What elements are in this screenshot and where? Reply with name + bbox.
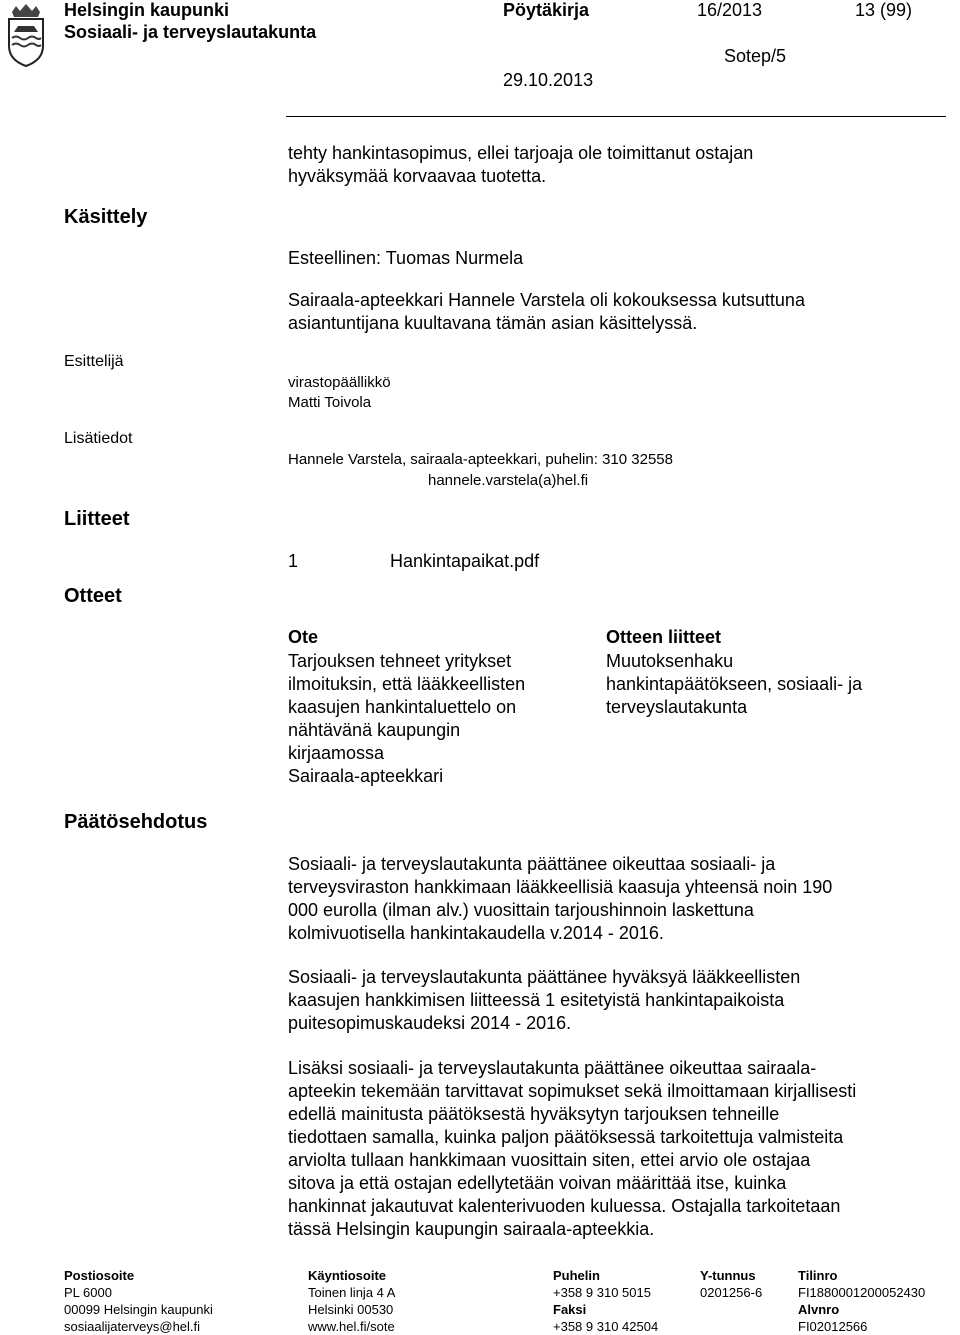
decision-paragraph-2: Sosiaali- ja terveyslautakunta päättänee hyväksyä lääkkeellisten kaasujen hankkimisen liitteessä 1 esitetyistä hankintapaikoista puitesopimuskaudeksi 2014 - 2016. <box>288 967 801 1033</box>
footer-ytunnus-value: 0201256-6 <box>700 1285 763 1300</box>
footer-postiosoite-label: Postiosoite <box>64 1268 135 1283</box>
footer-tilinro-label: Tilinro <box>798 1268 838 1283</box>
footer-puhelin-label: Puhelin <box>553 1268 600 1283</box>
otteen-liitteet-header: Otteen liitteet <box>606 627 722 647</box>
kasittely-heading: Käsittely <box>64 206 148 228</box>
footer-email[interactable]: sosiaalijaterveys@hel.fi <box>64 1319 201 1334</box>
liite-filename[interactable]: Hankintapaikat.pdf <box>390 551 540 571</box>
esittelija-label: Esittelijä <box>64 353 124 370</box>
meeting-date: 29.10.2013 <box>503 70 594 90</box>
section-code: Sotep/5 <box>724 46 787 66</box>
page-number: 13 (99) <box>855 0 913 20</box>
esittelija-name: Matti Toivola <box>288 394 372 411</box>
footer-postiosoite-line2: 00099 Helsingin kaupunki <box>64 1302 213 1317</box>
liite-number: 1 <box>288 551 299 571</box>
footer-alvnro-value: FI02012566 <box>798 1319 868 1334</box>
lisatiedot-email: hannele.varstela(a)hel.fi <box>428 472 589 489</box>
lisatiedot-label: Lisätiedot <box>64 430 133 447</box>
footer-kayntiosoite-label: Käyntiosoite <box>308 1268 387 1283</box>
footer-faksi-label: Faksi <box>553 1302 587 1317</box>
doc-number: 16/2013 <box>697 0 763 20</box>
org-name: Helsingin kaupunki <box>64 0 230 20</box>
asiantuntija-text: Sairaala-apteekkari Hannele Varstela oli kokouksessa kutsuttuna asiantuntijana kuultavana tämän asian käsittelyssä. <box>288 290 805 333</box>
continuation-text: tehty hankintasopimus, ellei tarjoaja ole toimittanut ostajan hyväksymää korvaavaa tuotetta. <box>288 143 754 186</box>
lisatiedot-contact: Hannele Varstela, sairaala-apteekkari, puhelin: 310 32558 <box>288 451 673 468</box>
decision-paragraph-1: Sosiaali- ja terveyslautakunta päättänee oikeuttaa sosiaali- ja terveysviraston hankkimaan lääkkeellisiä kaasuja yhteensä noin 190 000 eurolla (ilman alv.) vuosittain tarjoushinnoin laskettuna kolmivuotisella hankintakaudella v.2014 - 2016. <box>288 854 833 943</box>
footer-kayntiosoite-line2: Helsinki 00530 <box>308 1302 394 1317</box>
ote-header: Ote <box>288 627 319 647</box>
paatosehdotus-heading: Päätösehdotus <box>64 811 208 833</box>
footer-tilinro-value: FI1880001200052430 <box>798 1285 926 1300</box>
doc-type: Pöytäkirja <box>503 0 590 20</box>
header-rule <box>286 116 946 117</box>
footer-website[interactable]: www.hel.fi/sote <box>308 1319 395 1334</box>
footer-ytunnus-label: Y-tunnus <box>700 1268 756 1283</box>
footer-faksi-value: +358 9 310 42504 <box>553 1319 659 1334</box>
footer-alvnro-label: Alvnro <box>798 1302 840 1317</box>
decision-paragraph-3: Lisäksi sosiaali- ja terveyslautakunta päättänee oikeuttaa sairaala- apteekin tekemään tarvittavat sopimukset sekä ilmoittamaan kirjallisesti edellä mainitusta päätöksestä hyväksytyn tarjouksen tehneille tiedottaen samalla, kuinka paljon päätöksessä tarkoitettuja valmisteita arviolta tullaan hankkimaan vuosittain siten, ettei arvio ole ostajaa sitova ja että ostajan edellytetään voivan määrittää itse, kuinka hankinnat jakautuvat kalenterivuoden kuluessa. Ostajalla tarkoitetaan tässä Helsingin kaupungin sairaala-apteekkia. <box>288 1058 857 1239</box>
helsinki-coat-of-arms-icon <box>4 2 48 68</box>
esittelija-title: virastopäällikkö <box>288 374 391 391</box>
footer-puhelin-value: +358 9 310 5015 <box>553 1285 651 1300</box>
liitteet-heading: Liitteet <box>64 508 130 530</box>
committee-name: Sosiaali- ja terveyslautakunta <box>64 22 317 42</box>
otteet-heading: Otteet <box>64 585 122 607</box>
footer-postiosoite-line1: PL 6000 <box>64 1285 112 1300</box>
otteen-liitteet-list: Muutoksenhaku hankintapäätökseen, sosiaali- ja terveyslautakunta <box>606 651 863 717</box>
ote-recipients: Tarjouksen tehneet yritykset ilmoituksin, että lääkkeellisten kaasujen hankintaluettelo on nähtävänä kaupungin kirjaamossa Sairaala-apteekkari <box>288 651 526 786</box>
footer-kayntiosoite-line1: Toinen linja 4 A <box>308 1285 396 1300</box>
esteellinen-text: Esteellinen: Tuomas Nurmela <box>288 248 524 268</box>
